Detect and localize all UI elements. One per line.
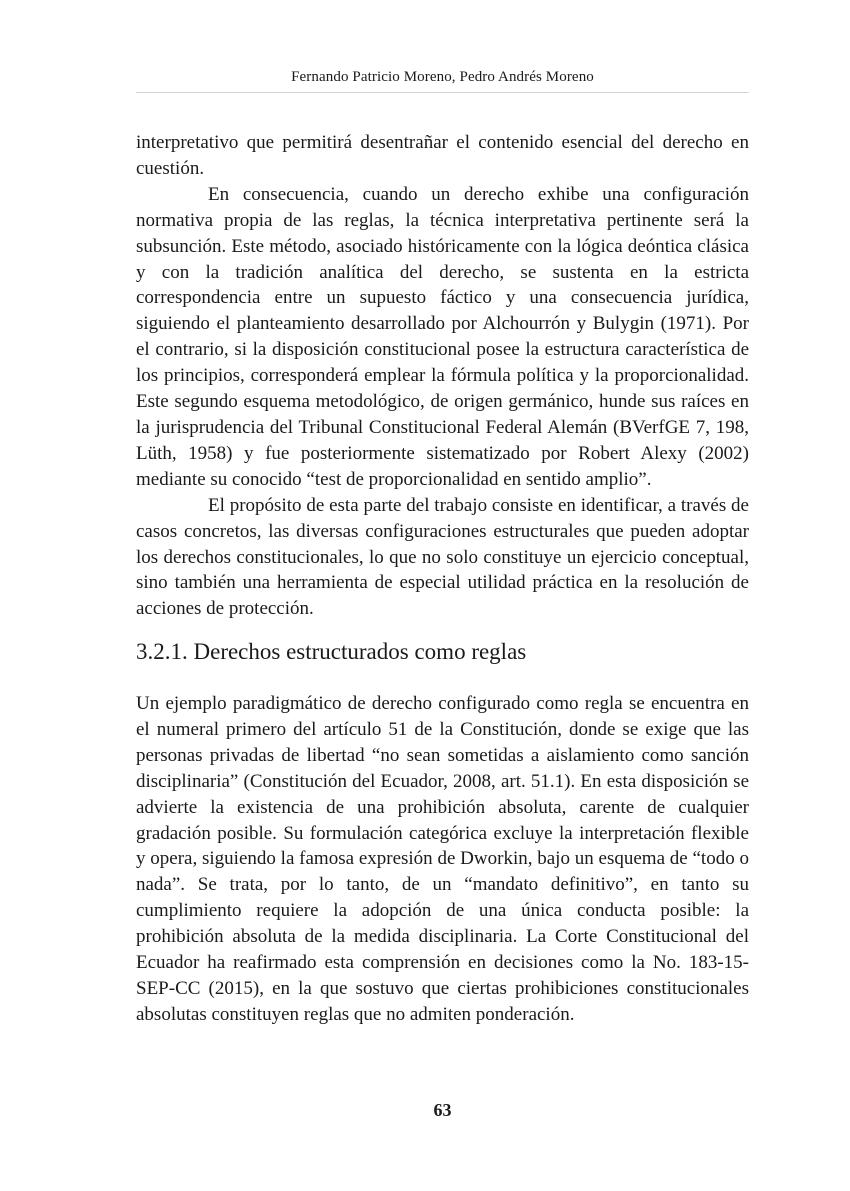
paragraph-example: Un ejemplo paradigmático de derecho configurado como regla se encuentra en el numeral primero del artículo 51 de la Constitución, donde se exige que las personas privadas de libertad “no sean sometidas a aislamiento como sanción disciplinaria” (Constitución del Ecuador, 2008, art. 51.1). En esta disposición se advierte la existencia de una prohibición absoluta, carente de cualquier gradación posible. Su formulación categórica excluye la interpretación flexible y opera, siguiendo la famosa expresión de Dworkin, bajo un esquema de “todo o nada”. Se trata, por lo tanto, de un “mandato definitivo”, en tanto su cumplimiento requiere la adopción de una única conducta posible: la prohibición absoluta de la medida disciplinaria. La Corte Constitucional del Ecuador ha reafirmado esta comprensión en decisiones como la No. 183-15-SEP-CC (2015), en la que sostuvo que ciertas prohibiciones constitucionales absolutas constituyen reglas que no admiten ponderación. — [136, 693, 749, 1025]
paragraph-subsumption: En consecuencia, cuando un derecho exhibe una configuración normativa propia de las reglas, la técnica interpretativa pertinente será la subsunción. Este método, asociado históricamente con la lógica deóntica clásica y con la tradición analítica del derecho, se sustenta en la estricta correspondencia entre un supuesto fáctico y una consecuencia jurídica, siguiendo el planteamiento desarrollado por Alchourrón y Bulygin (1971). Por el contrario, si la disposición constitucional posee la estructura característica de los principios, corresponderá emplear la fórmula política y la proporcionalidad. Este segundo esquema metodológico, de origen germánico, hunde sus raíces en la jurisprudencia del Tribunal Constitucional Federal Alemán (BVerfGE 7, 198, Lüth, 1958) y fue posteriormente sistematizado por Robert Alexy (2002) mediante su conocido “test de proporcionalidad en sentido amplio”. — [136, 183, 749, 490]
section-heading: 3.2.1. Derechos estructurados como reglas — [136, 639, 527, 664]
header-divider — [136, 92, 749, 93]
body-text-before-heading — [136, 130, 749, 622]
paragraph-continuation: interpretativo que permitirá desentrañar el contenido esencial del derecho en cuestión. — [136, 132, 749, 179]
page-number: 63 — [433, 1100, 452, 1120]
running-head: Fernando Patricio Moreno, Pedro Andrés Moreno — [291, 69, 594, 85]
body-text-after-heading — [136, 691, 749, 1028]
paragraph-purpose: El propósito de esta parte del trabajo consiste en identificar, a través de casos concretos, las diversas configuraciones estructurales que pueden adoptar los derechos constitucionales, lo que no solo constituye un ejercicio conceptual, sino también una herramienta de especial utilidad práctica en la resolución de acciones de protección. — [136, 494, 749, 620]
